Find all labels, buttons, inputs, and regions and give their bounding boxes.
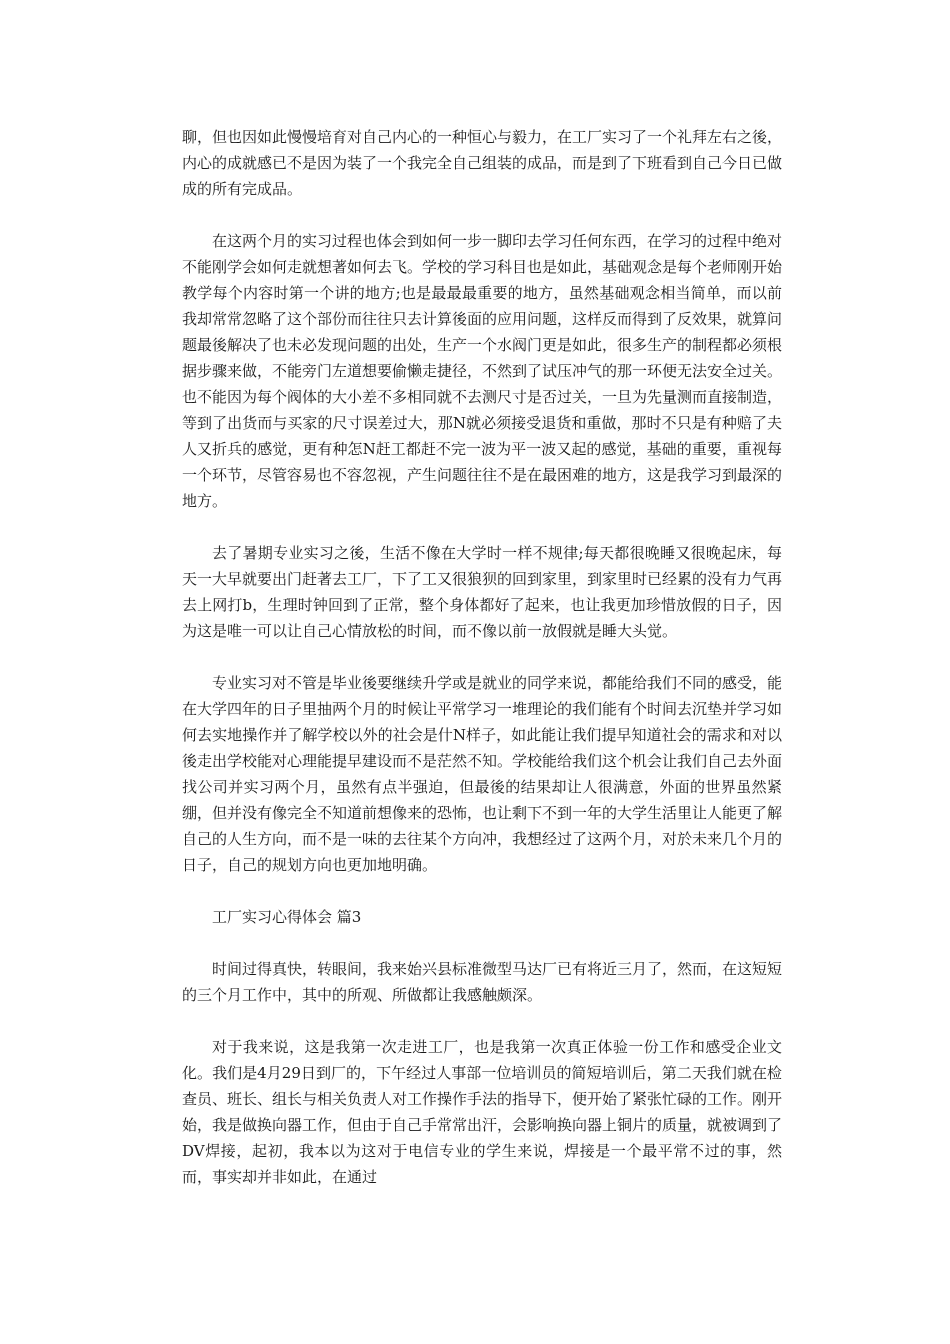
paragraph: 时间过得真快，转眼间，我来始兴县标准微型马达厂已有将近三月了，然而，在这短短的三个月工作中，其中的所观、所做都让我感触颇深。 [182, 960, 783, 1004]
paragraph: 对于我来说，这是我第一次走进工厂，也是我第一次真正体验一份工作和感受企业文化。我们是4月29日到厂的，下午经过人事部一位培训员的简短培训后，第二天我们就在检查员、班长、组长与相关负责人对工作操作手法的指导下，便开始了紧张忙碌的工作。刚开始，我是做换向器工作，但由于自己手常常出汗，会影响换向器上铜片的质量，就被调到了DV焊接，起初，我本以为这对于电信专业的学生来说，焊接是一个最平常不过的事，然而，事实却并非如此，在通过 [182, 1038, 783, 1186]
document-page [182, 124, 782, 1216]
paragraph: 在这两个月的实习过程也体会到如何一步一脚印去学习任何东西，在学习的过程中绝对不能刚学会如何走就想著如何去飞。学校的学习科目也是如此，基础观念是每个老师刚开始教学每个内容时第一个讲的地方;也是最最最重要的地方，虽然基础观念相当简单，而以前我却常常忽略了这个部份而往往只去计算後面的应用问题，这样反而得到了反效果，就算问题最後解决了也未必发现问题的出处，生产一个水阀门更是如此，很多生产的制程都必须根据步骤来做，不能旁门左道想要偷懒走捷径，不然到了试压冲气的那一环便无法安全过关。也不能因为每个阀体的大小差不多相同就不去测尺寸是否过关，一旦为先量测而直接制造，等到了出货而与买家的尺寸误差过大，那N就必须接受退货和重做，那时不只是有种赔了夫人又折兵的感觉，更有种怎N赶工都赶不完一波为平一波又起的感觉，基础的重要，重视每一个环节，尽管容易也不容忽视，产生问题往往不是在最困难的地方，这是我学习到最深的地方。 [182, 232, 783, 510]
section-title: 工厂实习心得体会 篇3 [212, 908, 362, 926]
paragraph-continued: 聊，但也因如此慢慢培育对自己内心的一种恒心与毅力，在工厂实习了一个礼拜左右之後，内心的成就感已不是因为装了一个我完全自己组装的成品，而是到了下班看到自己今日已做成的所有完成品。 [182, 128, 783, 198]
paragraph: 专业实习对不管是毕业後要继续升学或是就业的同学来说，都能给我们不同的感受，能在大学四年的日子里抽两个月的时候让平常学习一堆理论的我们能有个时间去沉垫并学习如何去实地操作并了解学校以外的社会是什N样子，如此能让我们提早知道社会的需求和对以後走出学校能对心理能提早建设而不是茫然不知。学校能给我们这个机会让我们自己去外面找公司并实习两个月，虽然有点半强迫，但最後的结果却让人很满意，外面的世界虽然紧绷，但并没有像完全不知道前想像来的恐怖，也让剩下不到一年的大学生活里让人能更了解自己的人生方向，而不是一味的去往某个方向冲，我想经过了这两个月，对於未来几个月的日子，自己的规划方向也更加地明确。 [182, 674, 783, 874]
paragraph: 去了暑期专业实习之後，生活不像在大学时一样不规律;每天都很晚睡又很晚起床，每天一大早就要出门赶著去工厂，下了工又很狼狈的回到家里，到家里时已经累的没有力气再去上网打b，生理时钟回到了正常，整个身体都好了起来，也让我更加珍惜放假的日子，因为这是唯一可以让自己心情放松的时间，而不像以前一放假就是睡大头觉。 [182, 544, 783, 640]
